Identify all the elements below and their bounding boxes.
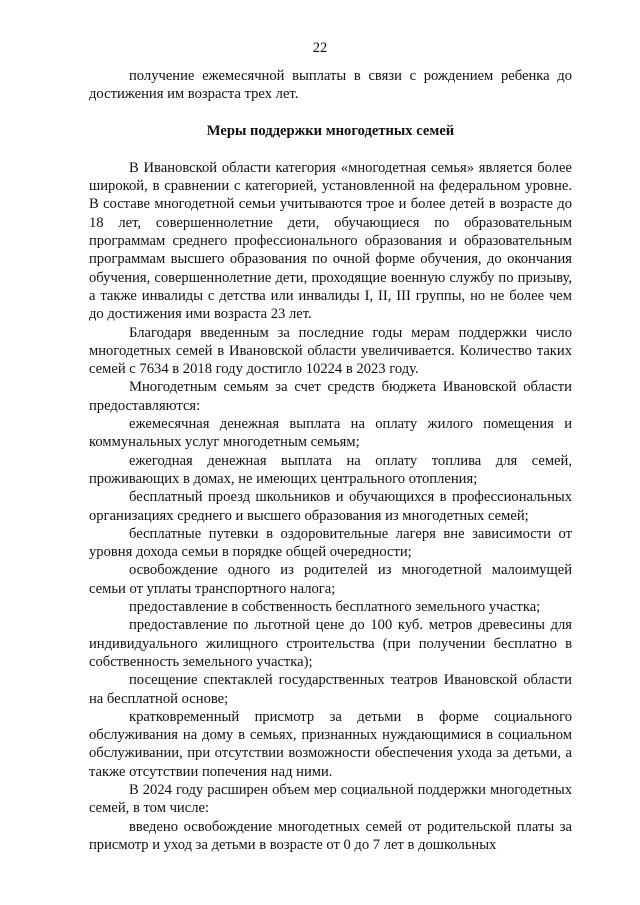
list-item-land-plot: предоставление в собственность бесплатного земельного участка; <box>129 599 541 616</box>
section-heading: Меры поддержки многодетных семей <box>206 122 455 139</box>
page-number: 22 <box>312 40 328 56</box>
list-item-timber: предоставление по льготной цене до 100 куб. метров древесины для индивидуального жилищного строительства (при получении бесплатно в собственность земельного участка); <box>89 617 572 670</box>
list-item-housing-payment: ежемесячная денежная выплата на оплату жилого помещения и коммунальных услуг многодетным семьям; <box>89 416 572 451</box>
paragraph-budget-measures-intro: Многодетным семьям за счет средств бюджета Ивановской области предоставляются: <box>89 379 572 414</box>
list-item-theaters: посещение спектаклей государственных театров Ивановской области на бесплатной основе; <box>89 672 572 707</box>
list-item-free-travel: бесплатный проезд школьников и обучающихся в профессиональных организациях среднего и высшего образования из многодетных семей; <box>89 489 572 524</box>
paragraph-2024-expansion: В 2024 году расширен объем мер социальной поддержки многодетных семей, в том числе: <box>89 781 572 817</box>
list-item-preschool-fee: введено освобождение многодетных семей от родительской платы за присмотр и уход за детьми в возрасте от 0 до 7 лет в дошкольных <box>89 818 572 853</box>
list-item-childcare: кратковременный присмотр за детьми в форме социального обслуживания на дому в семьях, признанных нуждающимися в социальном обслуживании, при отсутствии возможности обеспечения ухода за детьми, а также отсутствии попечения над ними. <box>89 708 572 780</box>
list-item-fuel-payment: ежегодная денежная выплата на оплату топлива для семей, проживающих в домах, не имеющих центрального отопления; <box>89 452 572 487</box>
paragraph-category-definition: В Ивановской области категория «многодетная семья» является более широкой, в сравнении с категорией, установленной на федеральном уровне. В составе многодетной семьи учитываются трое и более детей в возрасте до 18 лет, совершеннолетние дети, обучающиеся по образовательным программам среднего профессионального образования и образовательным программам высшего образования по очной форме обучения, до окончания обучения, совершеннолетние дети, проходящие военную службу по призыву, а также инвалиды с детства или инвалиды I, II, III группы, но не более чем до достижения ими возраста 23 лет. <box>89 159 572 323</box>
intro-paragraph: получение ежемесячной выплаты в связи с рождением ребенка до достижения им возраста трех лет. <box>89 68 572 103</box>
paragraph-family-count: Благодаря введенным за последние годы мерам поддержки число многодетных семей в Ивановской области увеличивается. Количество таких семей с 7634 в 2018 году достигло 10224 в 2023 году. <box>89 324 572 378</box>
list-item-camp-vouchers: бесплатные путевки в оздоровительные лагеря вне зависимости от уровня дохода семьи в порядке общей очередности; <box>89 525 572 561</box>
list-item-transport-tax: освобождение одного из родителей из многодетной малоимущей семьи от уплаты транспортного налога; <box>89 562 572 597</box>
document-body <box>89 67 572 854</box>
